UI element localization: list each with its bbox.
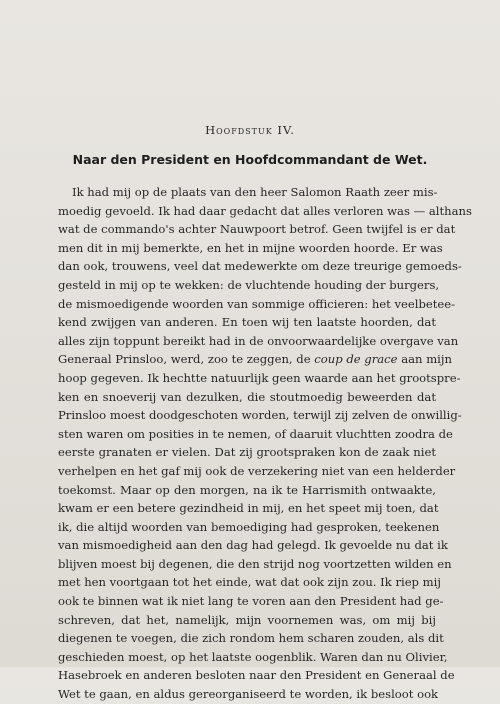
text-line: ken en snoeverij van dezulken, die stoutmoedig beweerden dat: [58, 389, 436, 404]
text-line: gesteld in mij op te wekken: de vluchtende houding der burgers,: [58, 277, 440, 292]
text-line: diegenen te voegen, die zich rondom hem scharen zouden, als dit: [58, 631, 444, 646]
text-line: Ik had mij op de plaats van den heer Salomon Raath zeer mis-: [72, 185, 438, 199]
text-line: hoop gegeven. Ik hechtte natuurlijk geen waarde aan het grootspre-: [58, 370, 461, 385]
text-line: geschieden moest, op het laatste oogenblik. Waren dan nu Olivier,: [58, 649, 448, 664]
body-paragraph: [58, 183, 472, 704]
text-line: kend zwijgen van anderen. En toen wij ten laatste hoorden, dat: [58, 315, 436, 330]
chapter-heading: Hoofdstuk IV.: [205, 123, 295, 137]
text-line: met hen voortgaan tot het einde, wat dat ook zijn zou. Ik riep mij: [58, 575, 441, 590]
text-line: van mismoedigheid aan den dag had gelegd. Ik gevoelde nu dat ik: [58, 538, 448, 553]
text-line: toekomst. Maar op den morgen, na ik te Harrismith ontwaakte,: [58, 482, 436, 497]
text-line: eerste granaten er vielen. Dat zij grootspraken kon de zaak niet: [58, 445, 436, 460]
text-line: men dit in mij bemerkte, en het in mijne woorden hoorde. Er was: [58, 240, 443, 255]
text-line: Prinsloo moest doodgeschoten worden, terwijl zij zelven de onwillig-: [58, 408, 462, 423]
text-line: Wet te gaan, en aldus gereorganiseerd te worden, ik besloot ook: [58, 687, 439, 702]
text-line: de mismoedigende woorden van sommige officieren: het veelbetee-: [58, 296, 456, 311]
text-line: Generaal Prinsloo, werd, zoo te zeggen, de coup de grace aan mijn: [58, 352, 452, 367]
text-line: kwam er een betere gezindheid in mij, en het speet mij toen, dat: [58, 501, 439, 516]
text-line: verhelpen en het gaf mij ook de verzekering niet van een helderder: [58, 463, 456, 478]
text-line: sten waren om posities in te nemen, of daaruit vluchtten zoodra de: [58, 426, 453, 441]
text-line: ook te binnen wat ik niet lang te voren aan den President had ge-: [58, 594, 444, 609]
chapter-title: Naar den President en Hoofdcommandant de Wet.: [72, 152, 428, 167]
text-line: alles zijn toppunt bereikt had in de onvoorwaardelijke overgave van: [58, 333, 459, 348]
text-line: moedig gevoeld. Ik had daar gedacht dat alles verloren was — althans: [58, 203, 472, 218]
text-line: wat de commando's achter Nauwpoort betrof. Geen twijfel is er dat: [58, 222, 456, 237]
text-line: Hasebroek en anderen besloten naar den President en Generaal de: [58, 668, 455, 683]
text-line: blijven moest bij degenen, die den strijd nog voortzetten wilden en: [58, 556, 452, 571]
text-line: dan ook, trouwens, veel dat medewerkte om deze treurige gemoeds-: [58, 259, 462, 274]
text-line: ik, die altijd woorden van bemoediging had gesproken, teekenen: [58, 519, 440, 534]
text-line: schreven, dat het, namelijk, mijn voornemen was, om mij bij: [58, 612, 436, 627]
